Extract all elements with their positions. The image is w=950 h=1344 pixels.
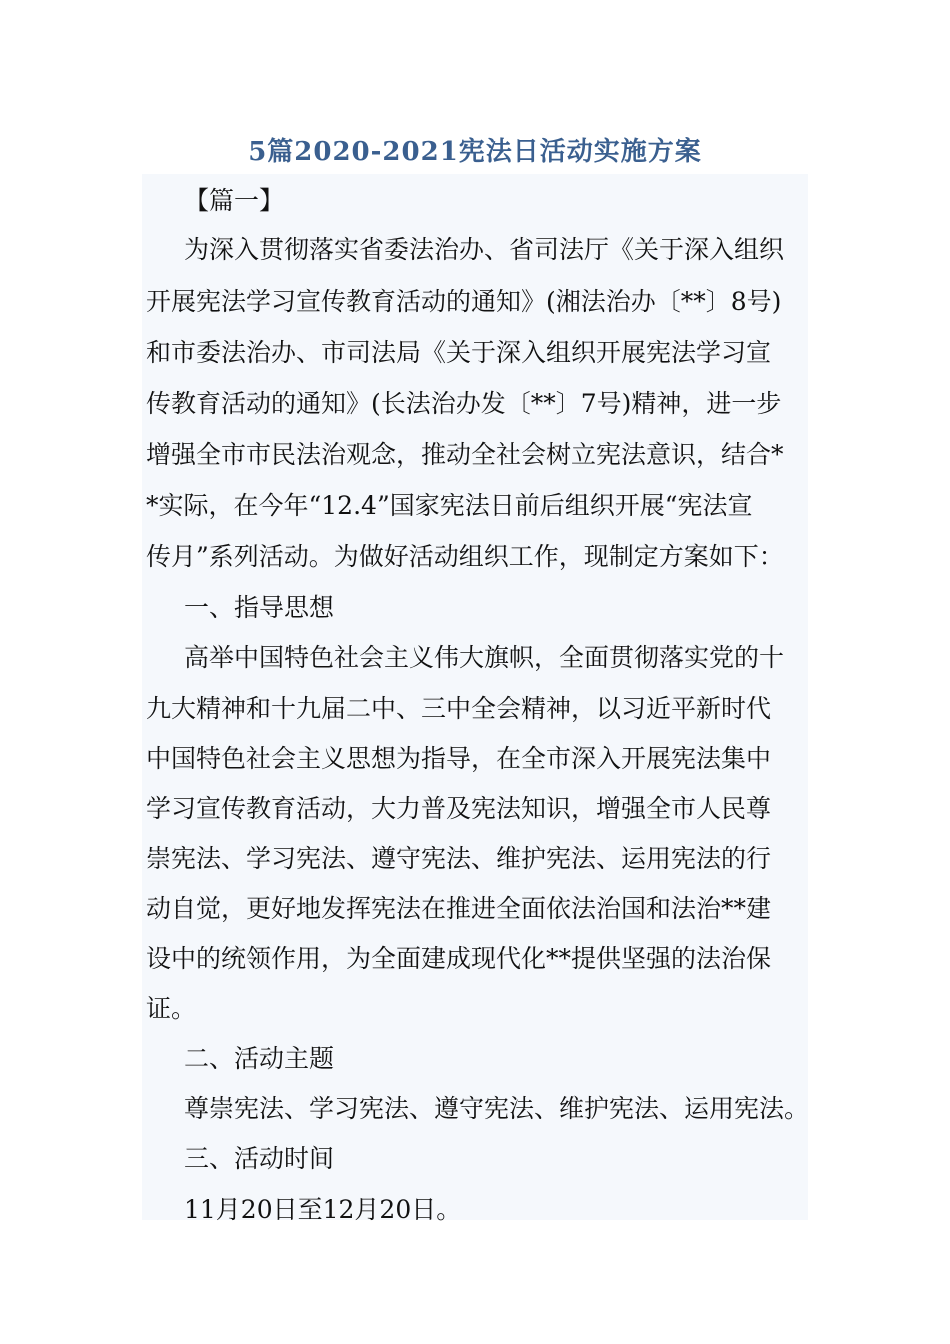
document-title: 5篇2020-2021宪法日活动实施方案 <box>248 137 702 167</box>
section-label: 【篇一】 <box>184 186 285 215</box>
heading-guiding-thought: 一、指导思想 <box>184 593 335 622</box>
theme-line: 尊崇宪法、学习宪法、遵守宪法、维护宪法、运用宪法。 <box>184 1094 810 1123</box>
heading-activity-time: 三、活动时间 <box>184 1144 335 1173</box>
intro-line: 为深入贯彻落实省委法治办、省司法厅《关于深入组织 <box>184 235 785 264</box>
heading-activity-theme: 二、活动主题 <box>184 1044 335 1073</box>
guiding-line: 证。 <box>146 994 197 1023</box>
guiding-line: 学习宣传教育活动，大力普及宪法知识，增强全市人民尊 <box>146 794 772 823</box>
guiding-line: 中国特色社会主义思想为指导，在全市深入开展宪法集中 <box>146 744 772 773</box>
intro-line: 开展宪法学习宣传教育活动的通知》(湘法治办〔**〕8号) <box>146 287 782 316</box>
guiding-line: 动自觉，更好地发挥宪法在推进全面依法治国和法治**建 <box>146 894 772 923</box>
guiding-line: 高举中国特色社会主义伟大旗帜，全面贯彻落实党的十 <box>184 643 785 672</box>
time-line: 11月20日至12月20日。 <box>184 1195 462 1224</box>
intro-line: *实际，在今年“12.4”国家宪法日前后组织开展“宪法宣 <box>146 491 753 520</box>
guiding-line: 设中的统领作用，为全面建成现代化**提供坚强的法治保 <box>146 944 772 973</box>
intro-line: 增强全市市民法治观念，推动全社会树立宪法意识，结合* <box>146 440 784 469</box>
intro-line: 传月”系列活动。为做好活动组织工作，现制定方案如下： <box>146 542 784 571</box>
intro-line: 传教育活动的通知》(长法治办发〔**〕7号)精神，进一步 <box>146 389 782 418</box>
intro-line: 和市委法治办、市司法局《关于深入组织开展宪法学习宣 <box>146 338 772 367</box>
guiding-line: 崇宪法、学习宪法、遵守宪法、维护宪法、运用宪法的行 <box>146 844 772 873</box>
guiding-line: 九大精神和十九届二中、三中全会精神，以习近平新时代 <box>146 694 772 723</box>
